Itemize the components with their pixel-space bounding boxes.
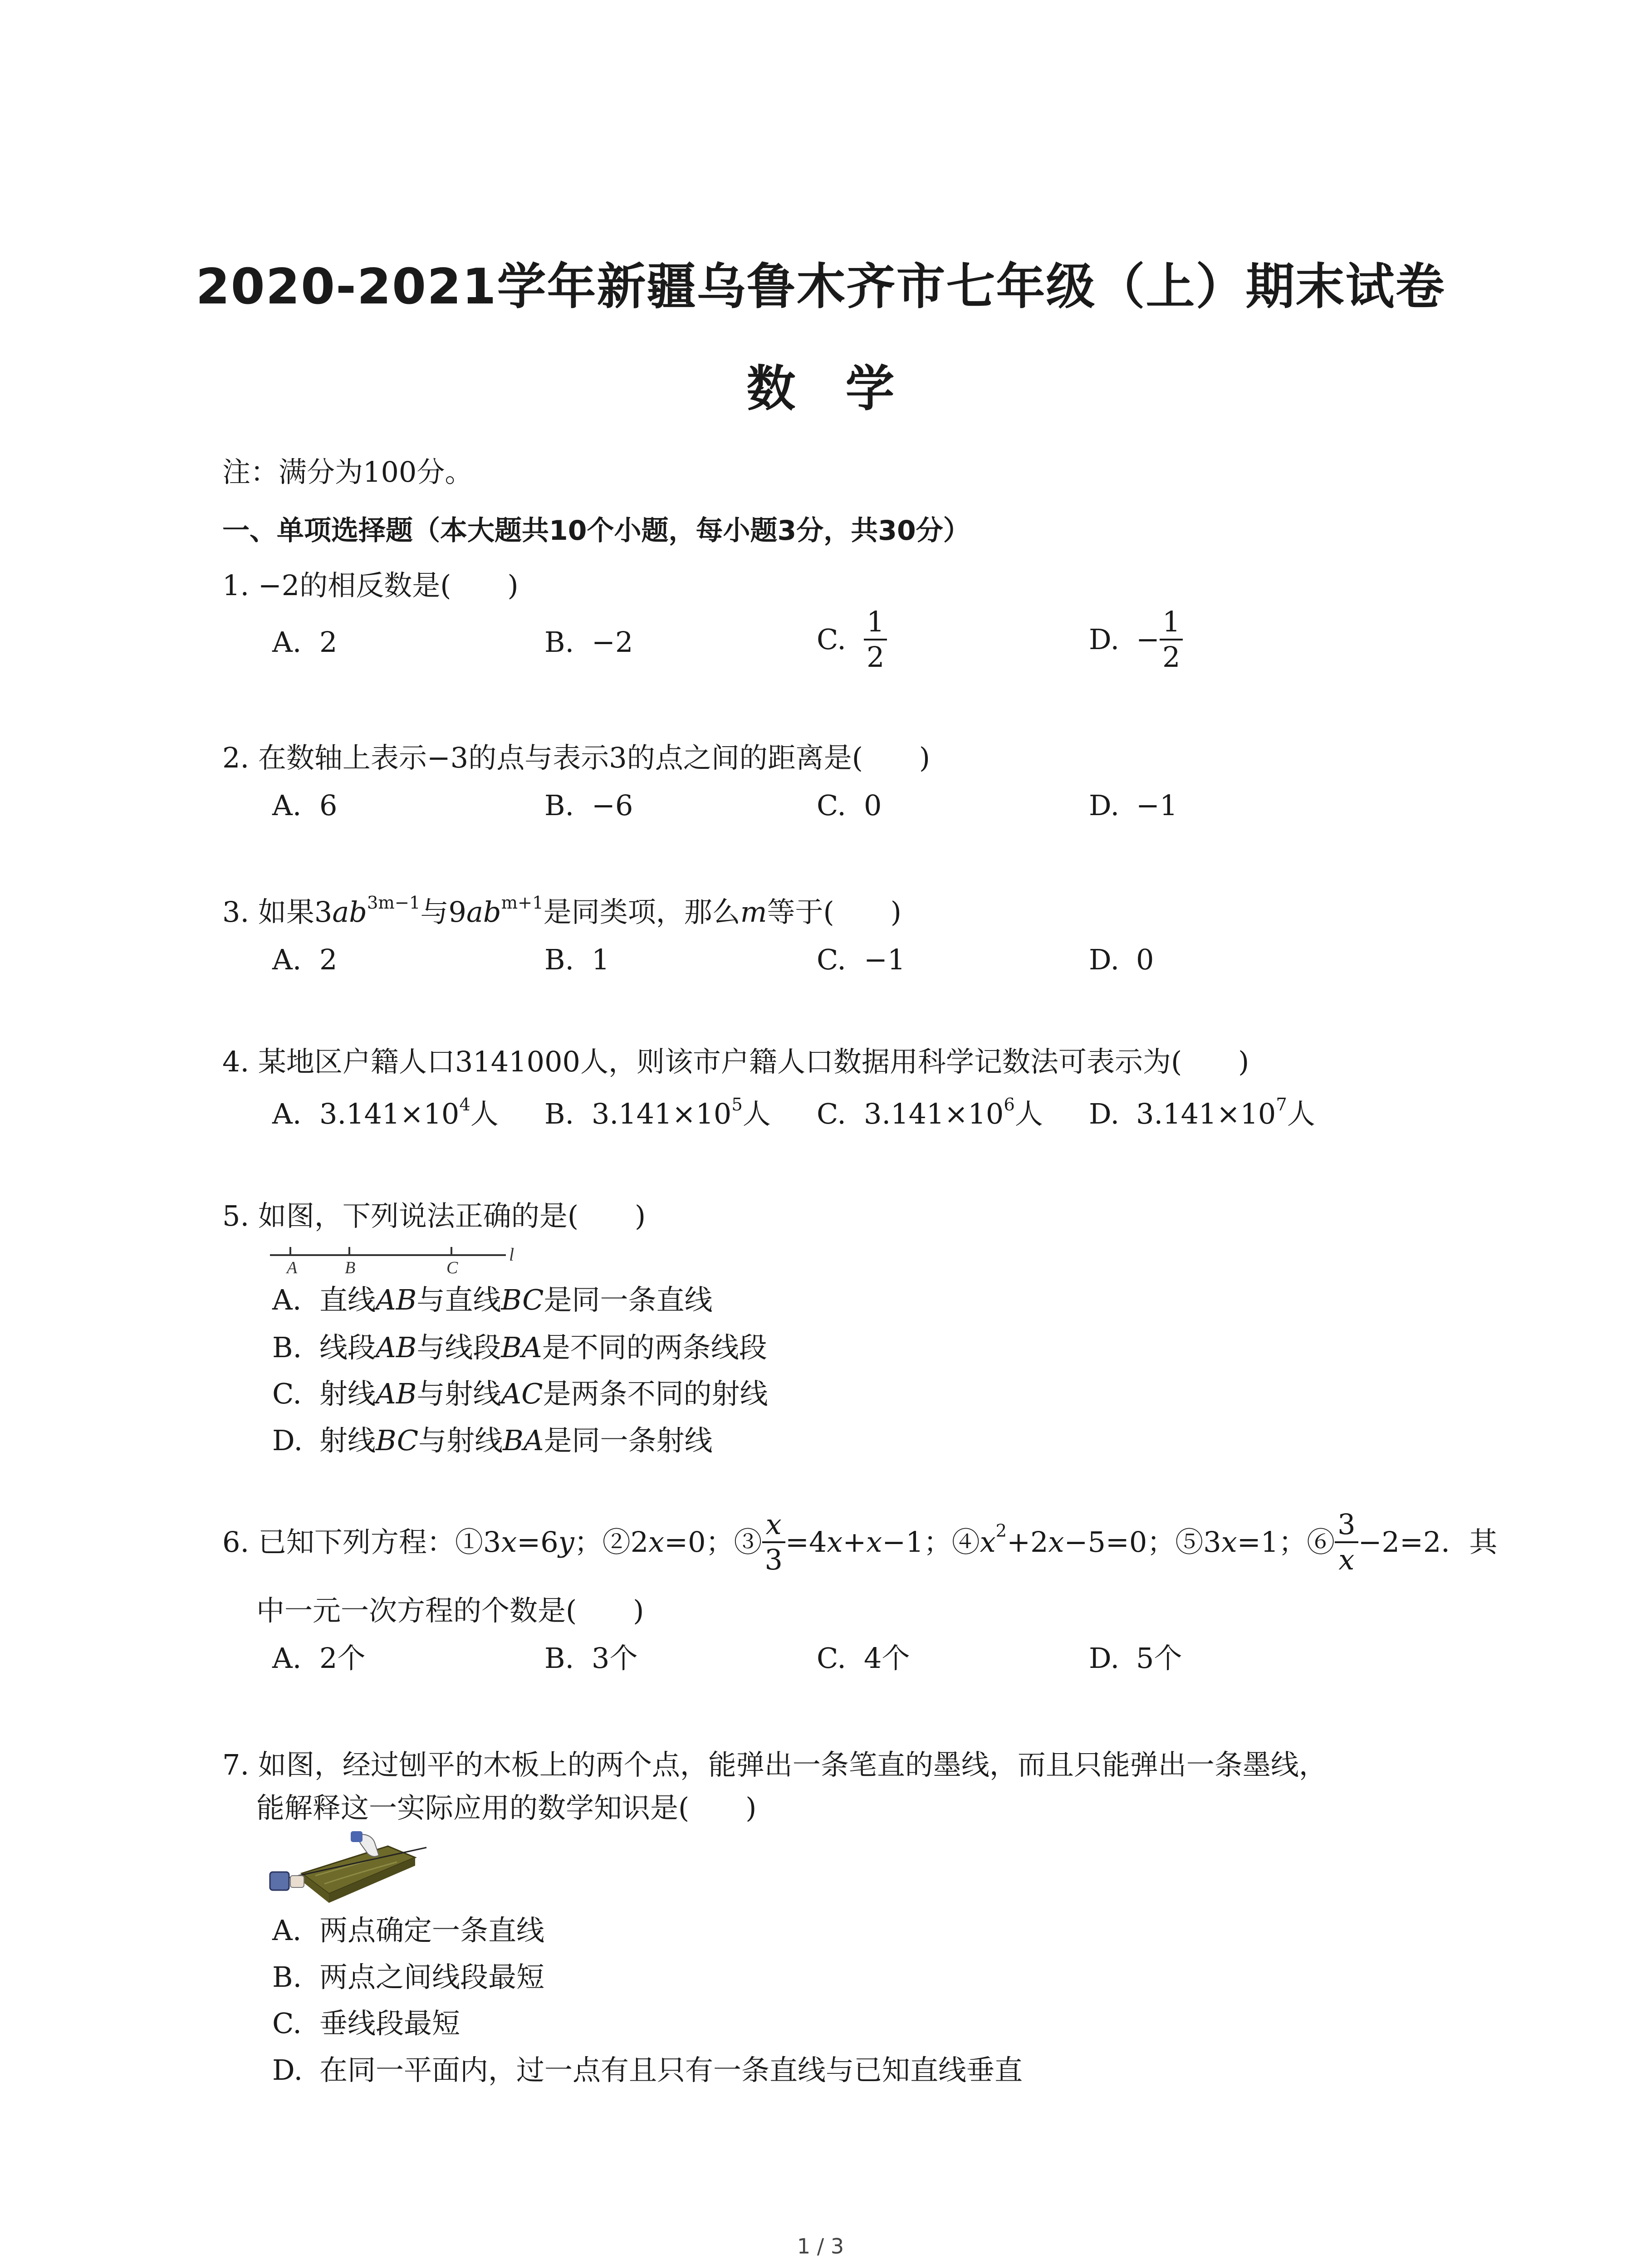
- q1-option-d[interactable]: D. − $\frac{1}{2}$: [1089, 608, 1183, 671]
- question-6-stem: 6. 已知下列方程：①3x=6y；②2x=0；③ $\frac{x}{3}$ =4x+x−1；$④x^2+2x-5=0$；⑤3x=1；⑥ $\frac{3}{x}$ −2=2．其: [222, 1508, 1498, 1576]
- question-5-stem: 5. 如图，下列说法正确的是( ): [222, 1199, 646, 1232]
- q1-option-a[interactable]: A. 2: [272, 626, 338, 659]
- subject-title: 数学: [746, 361, 945, 417]
- q2-option-d[interactable]: D. −1: [1089, 789, 1178, 822]
- ink-line-board-picture: [265, 1830, 438, 1907]
- q6-option-c[interactable]: C. 4个: [817, 1642, 910, 1675]
- fraction: $\frac{3}{x}$: [1335, 1510, 1358, 1574]
- q4-option-b[interactable]: B. $3.141\times 10^5$人: [544, 1095, 771, 1130]
- question-6-line-2: 中一元一次方程的个数是( ): [256, 1594, 644, 1627]
- sleeve: [351, 1831, 362, 1842]
- ink-box: [270, 1872, 289, 1890]
- question-7-line-1: 7. 如图，经过刨平的木板上的两个点，能弹出一条笔直的墨线，而且只能弹出一条墨线，: [222, 1748, 1327, 1781]
- q7-option-a[interactable]: A. 两点确定一条直线: [272, 1914, 545, 1947]
- q7-option-b[interactable]: B. 两点之间线段最短: [272, 1960, 545, 1994]
- line-abc-figure: [268, 1241, 522, 1277]
- q3-option-a[interactable]: A. 2: [272, 943, 338, 976]
- question-4-stem: 4. 某地区户籍人口3141000人，则该市户籍人口数据用科学记数法可表示为( ): [222, 1045, 1249, 1078]
- section-heading: 一、单项选择题（本大题共10个小题，每小题3分，共30分）: [222, 515, 970, 547]
- point-c-label: C: [446, 1258, 458, 1277]
- question-7-line-2: 能解释这一实际应用的数学知识是( ): [256, 1791, 757, 1824]
- q3-option-b[interactable]: B. 1: [544, 943, 610, 976]
- fraction: $\frac{1}{2}$: [864, 608, 887, 671]
- q6-option-b[interactable]: B. 3个: [544, 1642, 638, 1675]
- q4-option-c[interactable]: C. $3.141\times 10^6$人: [817, 1095, 1043, 1130]
- q1-option-b[interactable]: B. −2: [544, 626, 633, 659]
- q5-option-d[interactable]: D. 射线BC与射线BA是同一条射线: [272, 1424, 713, 1457]
- q5-option-c[interactable]: C. 射线AB与射线AC是两条不同的射线: [272, 1377, 768, 1410]
- hand-left: [290, 1876, 304, 1887]
- score-note: 注：满分为100分。: [222, 455, 473, 489]
- q6-option-d[interactable]: D. 5个: [1089, 1642, 1182, 1675]
- question-3-stem: 3. 如果$3ab^{3m-1}$与$9ab^{m+1}$是同类项，那么m等于( ): [222, 893, 901, 929]
- q3-option-d[interactable]: D. 0: [1089, 943, 1154, 976]
- page-number: 1 / 3: [797, 2234, 844, 2258]
- q3-option-c[interactable]: C. −1: [817, 943, 906, 976]
- fraction: $\frac{x}{3}$: [762, 1510, 785, 1574]
- point-a-label: A: [287, 1258, 298, 1277]
- line-l-label: l: [509, 1244, 514, 1265]
- q4-option-d[interactable]: D. $3.141\times 10^7$人: [1089, 1095, 1315, 1130]
- q6-option-a[interactable]: A. 2个: [272, 1642, 366, 1675]
- exam-title: 2020-2021学年新疆乌鲁木齐市七年级（上）期末试卷: [196, 259, 1445, 315]
- q4-option-a[interactable]: A. $3.141\times 10^4$人: [272, 1095, 499, 1130]
- q2-option-c[interactable]: C. 0: [817, 789, 882, 822]
- question-1-stem: 1. −2的相反数是( ): [222, 569, 519, 602]
- q5-option-a[interactable]: A. 直线AB与直线BC是同一条直线: [272, 1283, 713, 1316]
- question-2-stem: 2. 在数轴上表示−3的点与表示3的点之间的距离是( ): [222, 741, 931, 774]
- q7-option-c[interactable]: C. 垂线段最短: [272, 2007, 460, 2040]
- q2-option-b[interactable]: B. −6: [544, 789, 633, 822]
- q7-option-d[interactable]: D. 在同一平面内，过一点有且只有一条直线与已知直线垂直: [272, 2053, 1023, 2087]
- q1-option-c[interactable]: C. $\frac{1}{2}$: [817, 608, 887, 671]
- q5-option-b[interactable]: B. 线段AB与线段BA是不同的两条线段: [272, 1331, 767, 1364]
- q2-option-a[interactable]: A. 6: [272, 789, 338, 822]
- point-b-label: B: [345, 1258, 356, 1277]
- fraction: $\frac{1}{2}$: [1160, 608, 1183, 671]
